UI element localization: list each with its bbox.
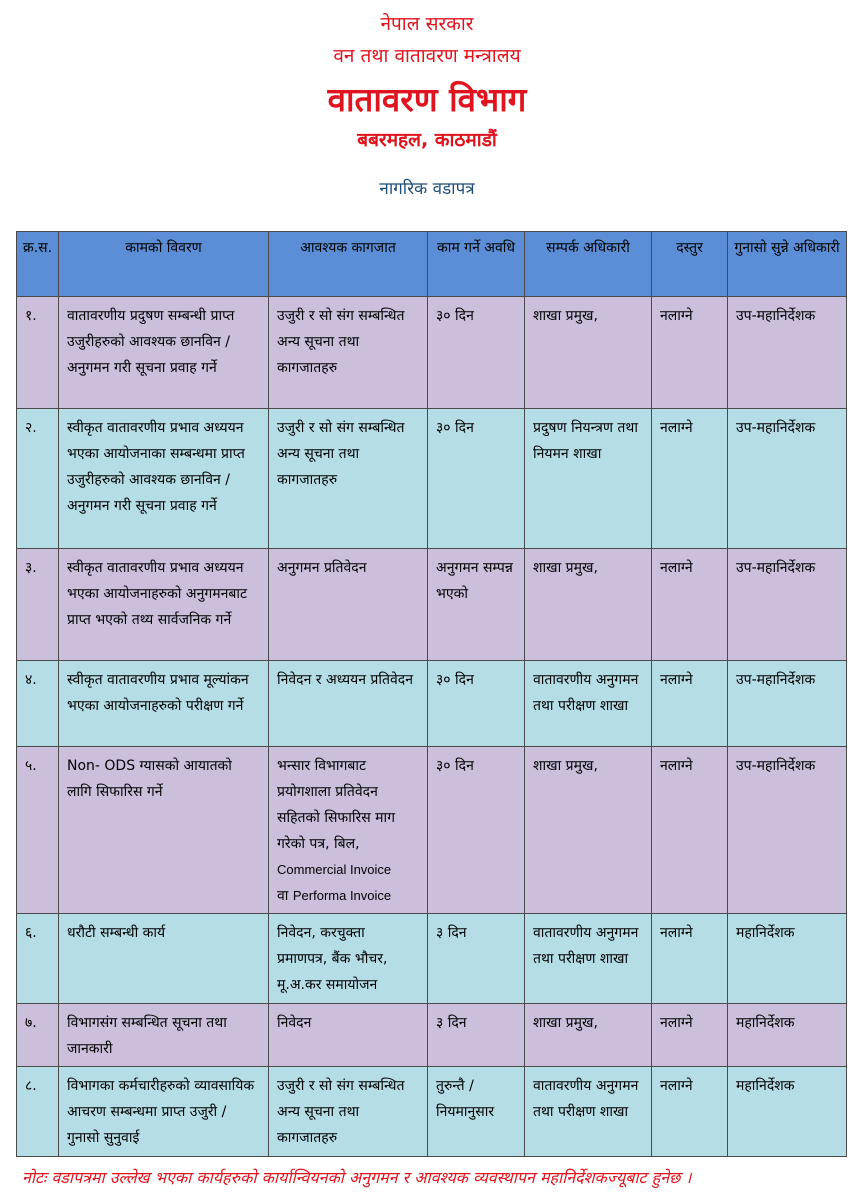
column-header-documents: आवश्यक कागजात	[269, 232, 428, 297]
contact-cell: वातावरणीय अनुगमन तथा परीक्षण शाखा	[525, 914, 652, 1004]
table-row	[17, 914, 847, 1004]
serial-cell: ८.	[17, 1067, 59, 1157]
grievance-cell: महानिर्देशक	[728, 914, 847, 1004]
serial-cell: ७.	[17, 1004, 59, 1067]
duration-cell: अनुगमन सम्पन्न भएको	[428, 549, 525, 661]
contact-cell: वातावरणीय अनुगमन तथा परीक्षण शाखा	[525, 661, 652, 747]
or-text: वा	[277, 888, 289, 904]
footer-note: नोटः वडापत्रमा उल्लेख भएका कार्यहरुको कार्यान्वियनको अनुगमन र आवश्यक व्यवस्थापन महानिर्देशकज्यूबाट हुनेछ ।	[22, 1168, 692, 1187]
documents-cell: निवेदन र अध्ययन प्रतिवेदन	[269, 661, 428, 747]
description-cell: Non- ODS ग्यासको आयातको लागि सिफारिस गर्ने	[59, 747, 269, 914]
table-row	[17, 297, 847, 409]
duration-cell: ३० दिन	[428, 409, 525, 549]
citizen-charter-table	[16, 231, 847, 1157]
duration-cell: तुरुन्तै / नियमानुसार	[428, 1067, 525, 1157]
contact-cell: शाखा प्रमुख,	[525, 747, 652, 914]
contact-cell: शाखा प्रमुख,	[525, 549, 652, 661]
table-row	[17, 549, 847, 661]
document-title: नागरिक वडापत्र	[379, 179, 475, 199]
contact-cell: प्रदुषण नियन्त्रण तथा नियमन शाखा	[525, 409, 652, 549]
performa-invoice-text: Performa Invoice	[292, 888, 392, 903]
fee-cell: नलाग्ने	[652, 747, 728, 914]
duration-cell: ३० दिन	[428, 297, 525, 409]
grievance-cell: उप-महानिर्देशक	[728, 747, 847, 914]
duration-cell: ३ दिन	[428, 1004, 525, 1067]
documents-cell: अनुगमन प्रतिवेदन	[269, 549, 428, 661]
grievance-cell: उप-महानिर्देशक	[728, 409, 847, 549]
description-cell: विभागका कर्मचारीहरुको व्यावसायिक आचरण सम्बन्धमा प्राप्त उजुरी / गुनासो सुनुवाई	[59, 1067, 269, 1157]
column-header-duration: काम गर्ने अवधि	[428, 232, 525, 297]
documents-cell: निवेदन, करचुक्ता प्रमाणपत्र, बैंक भौचर, मू.अ.कर समायोजन	[269, 914, 428, 1004]
documents-cell: उजुरी र सो संग सम्बन्धित अन्य सूचना तथा कागजातहरु	[269, 297, 428, 409]
column-header-fee: दस्तुर	[652, 232, 728, 297]
serial-cell: ४.	[17, 661, 59, 747]
grievance-cell: उप-महानिर्देशक	[728, 661, 847, 747]
description-cell: धरौटी सम्बन्धी कार्य	[59, 914, 269, 1004]
serial-cell: २.	[17, 409, 59, 549]
grievance-cell: उप-महानिर्देशक	[728, 549, 847, 661]
contact-cell: वातावरणीय अनुगमन तथा परीक्षण शाखा	[525, 1067, 652, 1157]
documents-text: भन्सार विभागबाट प्रयोगशाला प्रतिवेदन सहितको सिफारिस माग गरेको पत्र, बिल,	[277, 758, 395, 852]
description-cell: स्वीकृत वातावरणीय प्रभाव अध्ययन भएका आयोजनाहरुको अनुगमनबाट प्राप्त भएको तथ्य सार्वजनिक गर्ने	[59, 549, 269, 661]
fee-cell: नलाग्ने	[652, 661, 728, 747]
serial-cell: १.	[17, 297, 59, 409]
column-header-serial: क्र.स.	[17, 232, 59, 297]
column-header-description: कामको विवरण	[59, 232, 269, 297]
government-name: नेपाल सरकार	[380, 13, 474, 35]
fee-cell: नलाग्ने	[652, 297, 728, 409]
fee-cell: नलाग्ने	[652, 1004, 728, 1067]
duration-cell: ३ दिन	[428, 914, 525, 1004]
fee-cell: नलाग्ने	[652, 549, 728, 661]
serial-cell: ३.	[17, 549, 59, 661]
table-row	[17, 1067, 847, 1157]
grievance-cell: उप-महानिर्देशक	[728, 297, 847, 409]
contact-cell: शाखा प्रमुख,	[525, 297, 652, 409]
documents-cell: निवेदन	[269, 1004, 428, 1067]
table-header-row	[17, 232, 847, 297]
department-title: वातावरण विभाग	[327, 80, 527, 119]
grievance-cell: महानिर्देशक	[728, 1004, 847, 1067]
description-cell: विभागसंग सम्बन्धित सूचना तथा जानकारी	[59, 1004, 269, 1067]
column-header-grievance: गुनासो सुन्ने अधिकारी	[728, 232, 847, 297]
ministry-name: वन तथा वातावरण मन्त्रालय	[333, 45, 521, 67]
serial-cell: ५.	[17, 747, 59, 914]
fee-cell: नलाग्ने	[652, 409, 728, 549]
serial-cell: ६.	[17, 914, 59, 1004]
table-row	[17, 1004, 847, 1067]
office-address: बबरमहल, काठमाडौं	[357, 129, 497, 151]
grievance-cell: महानिर्देशक	[728, 1067, 847, 1157]
fee-cell: नलाग्ने	[652, 1067, 728, 1157]
fee-cell: नलाग्ने	[652, 914, 728, 1004]
column-header-contact: सम्पर्क अधिकारी	[525, 232, 652, 297]
description-cell: स्वीकृत वातावरणीय प्रभाव मूल्यांकन भएका आयोजनाहरुको परीक्षण गर्ने	[59, 661, 269, 747]
table-row	[17, 661, 847, 747]
table-row	[17, 409, 847, 549]
table-row	[17, 747, 847, 914]
description-cell: स्वीकृत वातावरणीय प्रभाव अध्ययन भएका आयोजनाका सम्बन्धमा प्राप्त उजुरीहरुको आवश्यक छानविन / अनुगमन गरी सूचना प्रवाह गर्ने	[59, 409, 269, 549]
documents-cell: उजुरी र सो संग सम्बन्धित अन्य सूचना तथा कागजातहरु	[269, 409, 428, 549]
description-cell: वातावरणीय प्रदुषण सम्बन्धी प्राप्त उजुरीहरुको आवश्यक छानविन / अनुगमन गरी सूचना प्रवाह गर्ने	[59, 297, 269, 409]
commercial-invoice-text: Commercial Invoice	[277, 862, 392, 877]
documents-cell	[269, 747, 428, 914]
contact-cell: शाखा प्रमुख,	[525, 1004, 652, 1067]
documents-cell: उजुरी र सो संग सम्बन्धित अन्य सूचना तथा कागजातहरु	[269, 1067, 428, 1157]
duration-cell: ३० दिन	[428, 747, 525, 914]
duration-cell: ३० दिन	[428, 661, 525, 747]
